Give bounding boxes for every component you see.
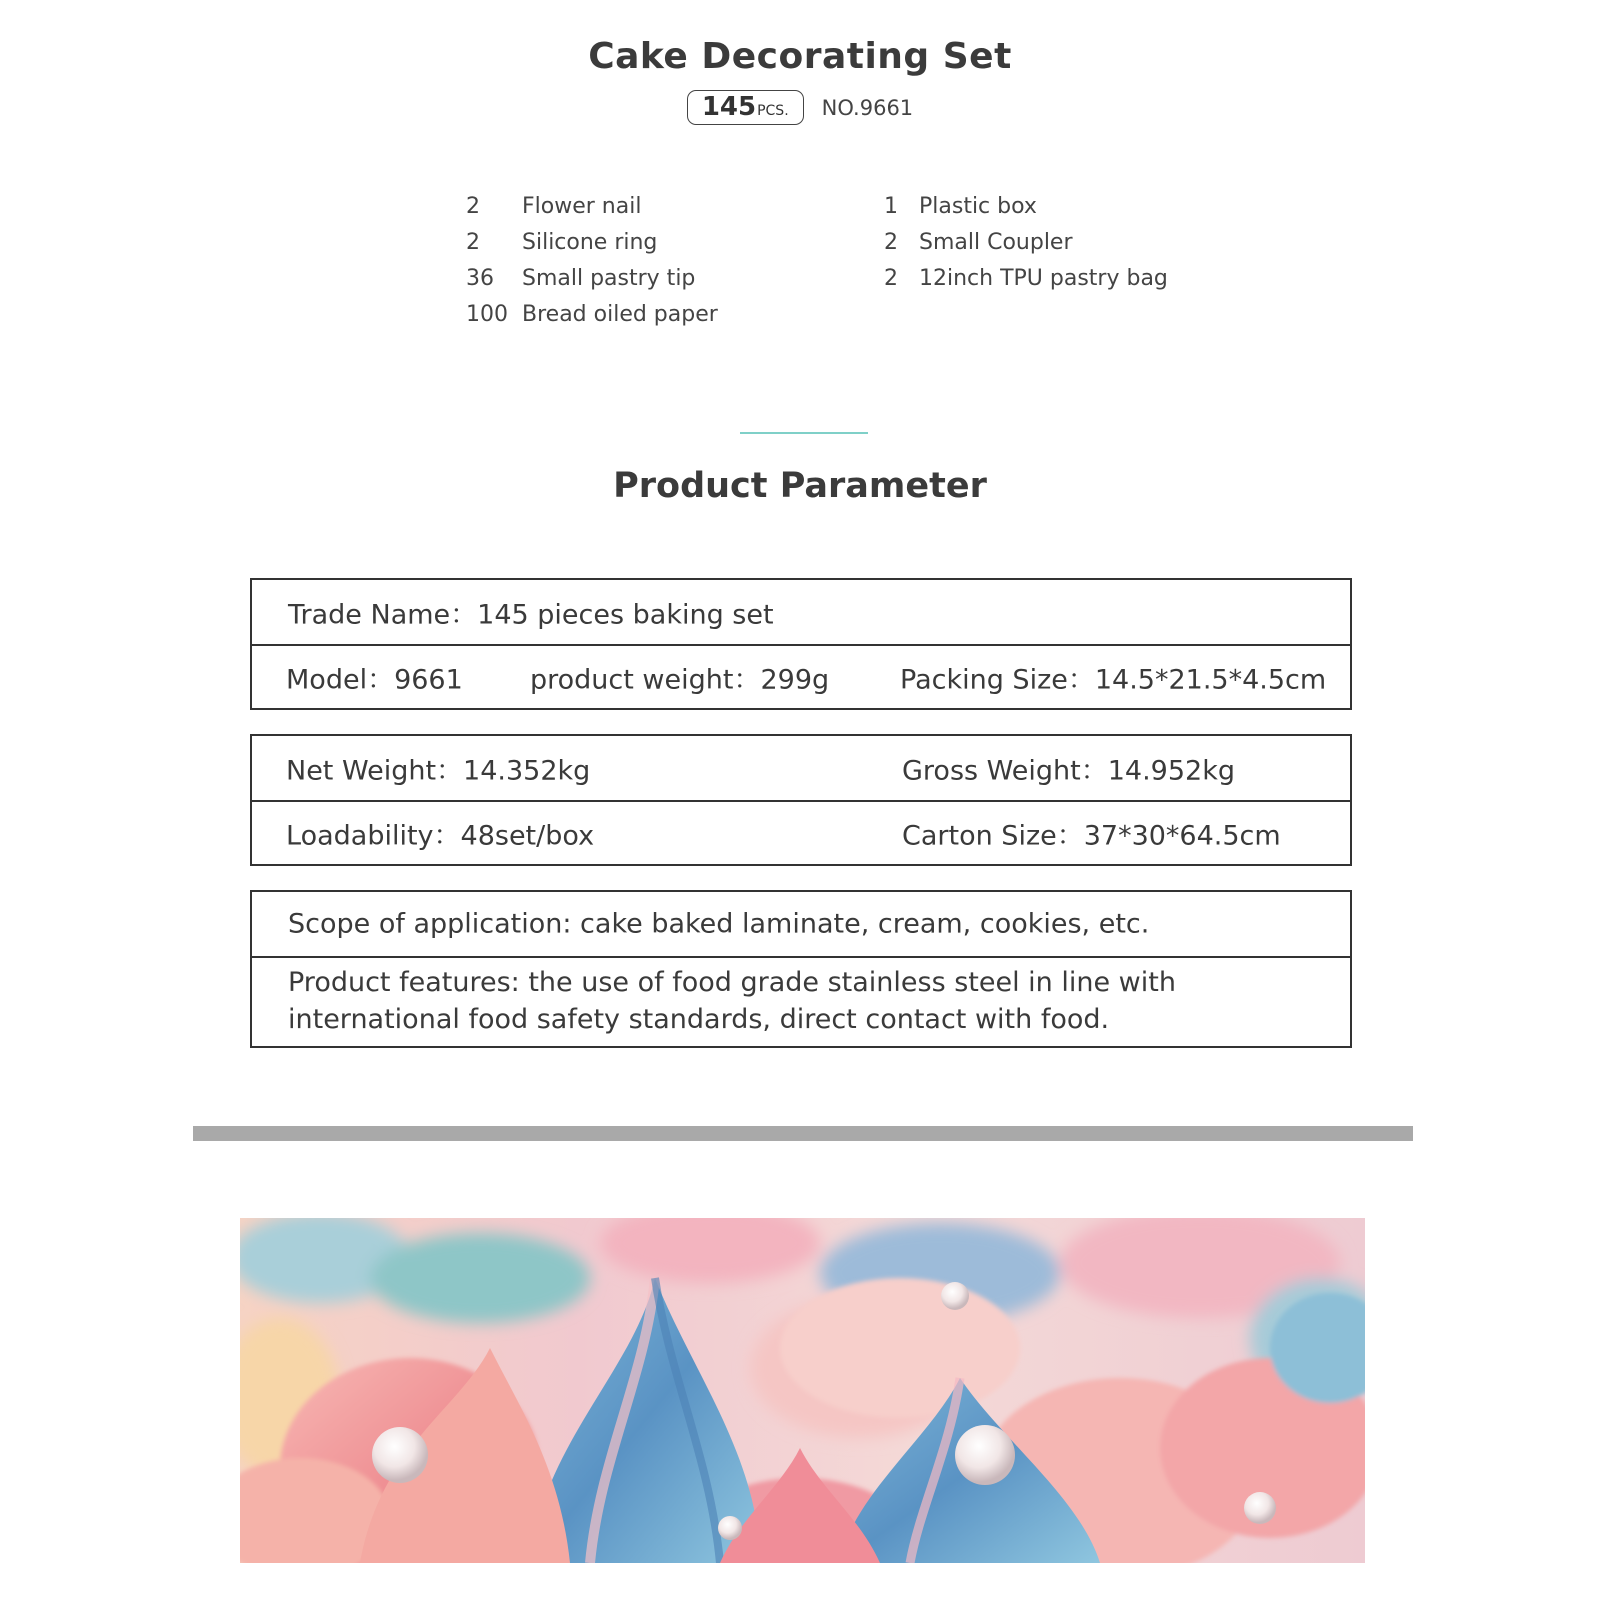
- basic-info-table: [250, 578, 1352, 710]
- section-divider: [740, 432, 868, 434]
- piece-count-badge: [687, 90, 804, 125]
- packing-size-cell: Packing Size：14.5*21.5*4.5cm: [900, 664, 1327, 696]
- net-weight-cell: Net Weight：14.352kg: [286, 755, 591, 787]
- table-row: [252, 736, 1350, 800]
- piece-count: 145: [701, 92, 757, 122]
- gross-weight-cell: Gross Weight：14.952kg: [902, 755, 1235, 787]
- table-row: [252, 580, 1350, 644]
- item-qty: 2: [884, 229, 898, 255]
- carton-info-table: [250, 734, 1352, 866]
- table-row: [252, 800, 1350, 864]
- list-item: [466, 296, 718, 332]
- item-qty: 2: [466, 193, 480, 219]
- application-table: [250, 890, 1352, 1048]
- item-name: Small pastry tip: [522, 265, 696, 291]
- item-qty: 1: [884, 193, 898, 219]
- item-qty: 36: [466, 265, 494, 291]
- section-separator-bar: [193, 1126, 1413, 1141]
- item-qty: 2: [466, 229, 480, 255]
- table-row: [252, 892, 1350, 956]
- features-cell: [288, 964, 1328, 1038]
- table-row: [252, 644, 1350, 708]
- item-qty: 100: [466, 301, 508, 327]
- page-title: Cake Decorating Set: [588, 36, 1012, 77]
- list-item: [884, 188, 1168, 224]
- carton-size-cell: Carton Size：37*30*64.5cm: [902, 820, 1281, 852]
- section-title: Product Parameter: [613, 466, 987, 506]
- list-item: [466, 188, 718, 224]
- frosting-photo: [240, 1218, 1365, 1563]
- features-line: Product features: the use of food grade stainless steel in line with: [288, 967, 1176, 998]
- loadability-cell: Loadability：48set/box: [286, 820, 595, 852]
- item-name: 12inch TPU pastry bag: [919, 265, 1168, 291]
- product-weight-cell: product weight：299g: [530, 664, 830, 696]
- item-name: Flower nail: [522, 193, 642, 219]
- item-qty: 2: [884, 265, 898, 291]
- item-name: Silicone ring: [522, 229, 658, 255]
- table-row: [252, 956, 1350, 1046]
- piece-count-unit: PCS.: [757, 103, 789, 119]
- list-item: [466, 260, 718, 296]
- list-item: [466, 224, 718, 260]
- contents-list-left: [466, 188, 718, 332]
- features-line: international food safety standards, direct contact with food.: [288, 1004, 1110, 1035]
- item-name: Bread oiled paper: [522, 301, 718, 327]
- list-item: [884, 224, 1168, 260]
- list-item: [884, 260, 1168, 296]
- item-name: Small Coupler: [919, 229, 1073, 255]
- model-number: NO.9661: [821, 95, 914, 120]
- title-badge-row: [0, 90, 1600, 125]
- contents-list-right: [884, 188, 1168, 296]
- model-cell: Model：9661: [286, 664, 463, 696]
- scope-cell: Scope of application: cake baked laminate, cream, cookies, etc.: [288, 908, 1150, 940]
- item-name: Plastic box: [919, 193, 1037, 219]
- trade-name-cell: Trade Name：145 pieces baking set: [288, 599, 774, 631]
